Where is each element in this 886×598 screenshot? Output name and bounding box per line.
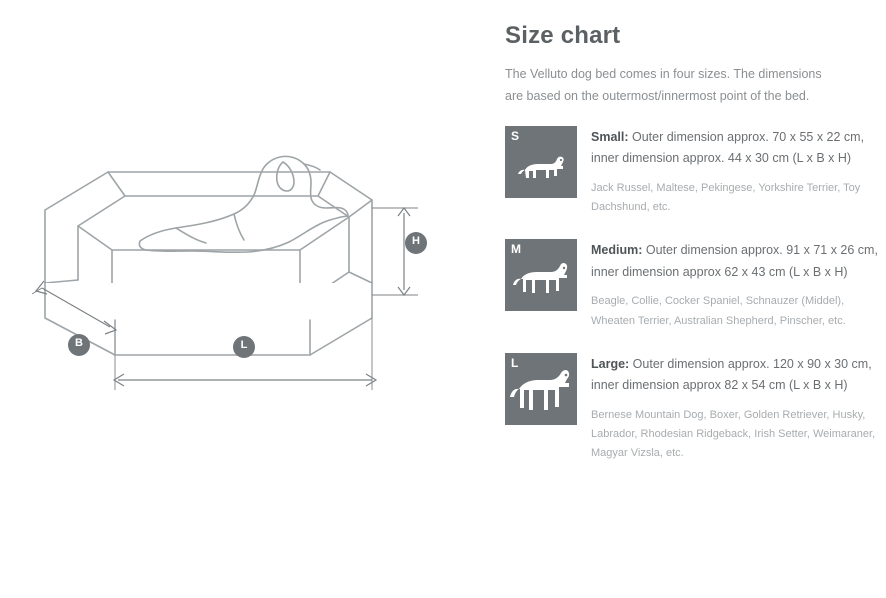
- size-breeds-large: Bernese Mountain Dog, Boxer, Golden Retriever, Husky, Labrador, Rhodesian Ridgeback, Irish Setter, Weimaraner, Magyar Vizsla, etc.: [591, 408, 876, 460]
- dimension-label-h-text: H: [412, 235, 420, 247]
- size-dimensions-large: [591, 354, 886, 397]
- chart-intro-text: The Velluto dog bed comes in four sizes. The dimensions are based on the outermost/innermost point of the bed.: [505, 67, 822, 103]
- size-row-medium: [505, 239, 886, 331]
- size-dimensions-medium-value: Outer dimension approx. 91 x 71 x 26 cm, inner dimension approx 62 x 43 cm (L x B x H): [591, 243, 878, 279]
- page-title: Size chart: [505, 22, 621, 49]
- size-badge-small: [505, 126, 577, 198]
- size-row-small: [505, 126, 886, 218]
- medium-dog-icon: [505, 249, 577, 309]
- size-dimensions-small: [591, 127, 886, 170]
- size-text-medium: [591, 239, 886, 331]
- size-dimensions-small-value: Outer dimension approx. 70 x 55 x 22 cm, inner dimension approx. 44 x 30 cm (L x B x H): [591, 129, 865, 166]
- size-breeds-small: Jack Russel, Maltese, Pekingese, Yorkshire Terrier, Toy Dachshund, etc.: [591, 181, 861, 213]
- size-badge-letter: L: [511, 355, 519, 370]
- size-badge-letter: M: [511, 242, 521, 257]
- size-badge-large: [505, 353, 577, 425]
- small-dog-icon: [505, 136, 577, 196]
- size-name-medium: Medium:: [591, 243, 643, 258]
- size-name-small: Small:: [591, 129, 629, 144]
- large-dog-icon: [505, 363, 577, 423]
- size-text-large: [591, 353, 886, 464]
- size-breeds-medium: Beagle, Collie, Cocker Spaniel, Schnauzer (Middel), Wheaten Terrier, Australian Shepherd, Pinscher, etc.: [591, 295, 846, 327]
- size-badge-medium: [505, 239, 577, 311]
- size-row-large: [505, 353, 886, 464]
- size-dimensions-large-value: Outer dimension approx. 120 x 90 x 30 cm, inner dimension approx 82 x 54 cm (L x B x H): [591, 356, 872, 393]
- dimension-label-l-text: L: [240, 339, 248, 351]
- dimension-label-b-text: B: [75, 337, 83, 349]
- size-badge-letter: S: [511, 128, 520, 143]
- size-dimensions-medium: [591, 240, 886, 283]
- size-text-small: [591, 126, 886, 218]
- size-chart-panel: [505, 0, 886, 593]
- size-name-large: Large:: [591, 356, 630, 371]
